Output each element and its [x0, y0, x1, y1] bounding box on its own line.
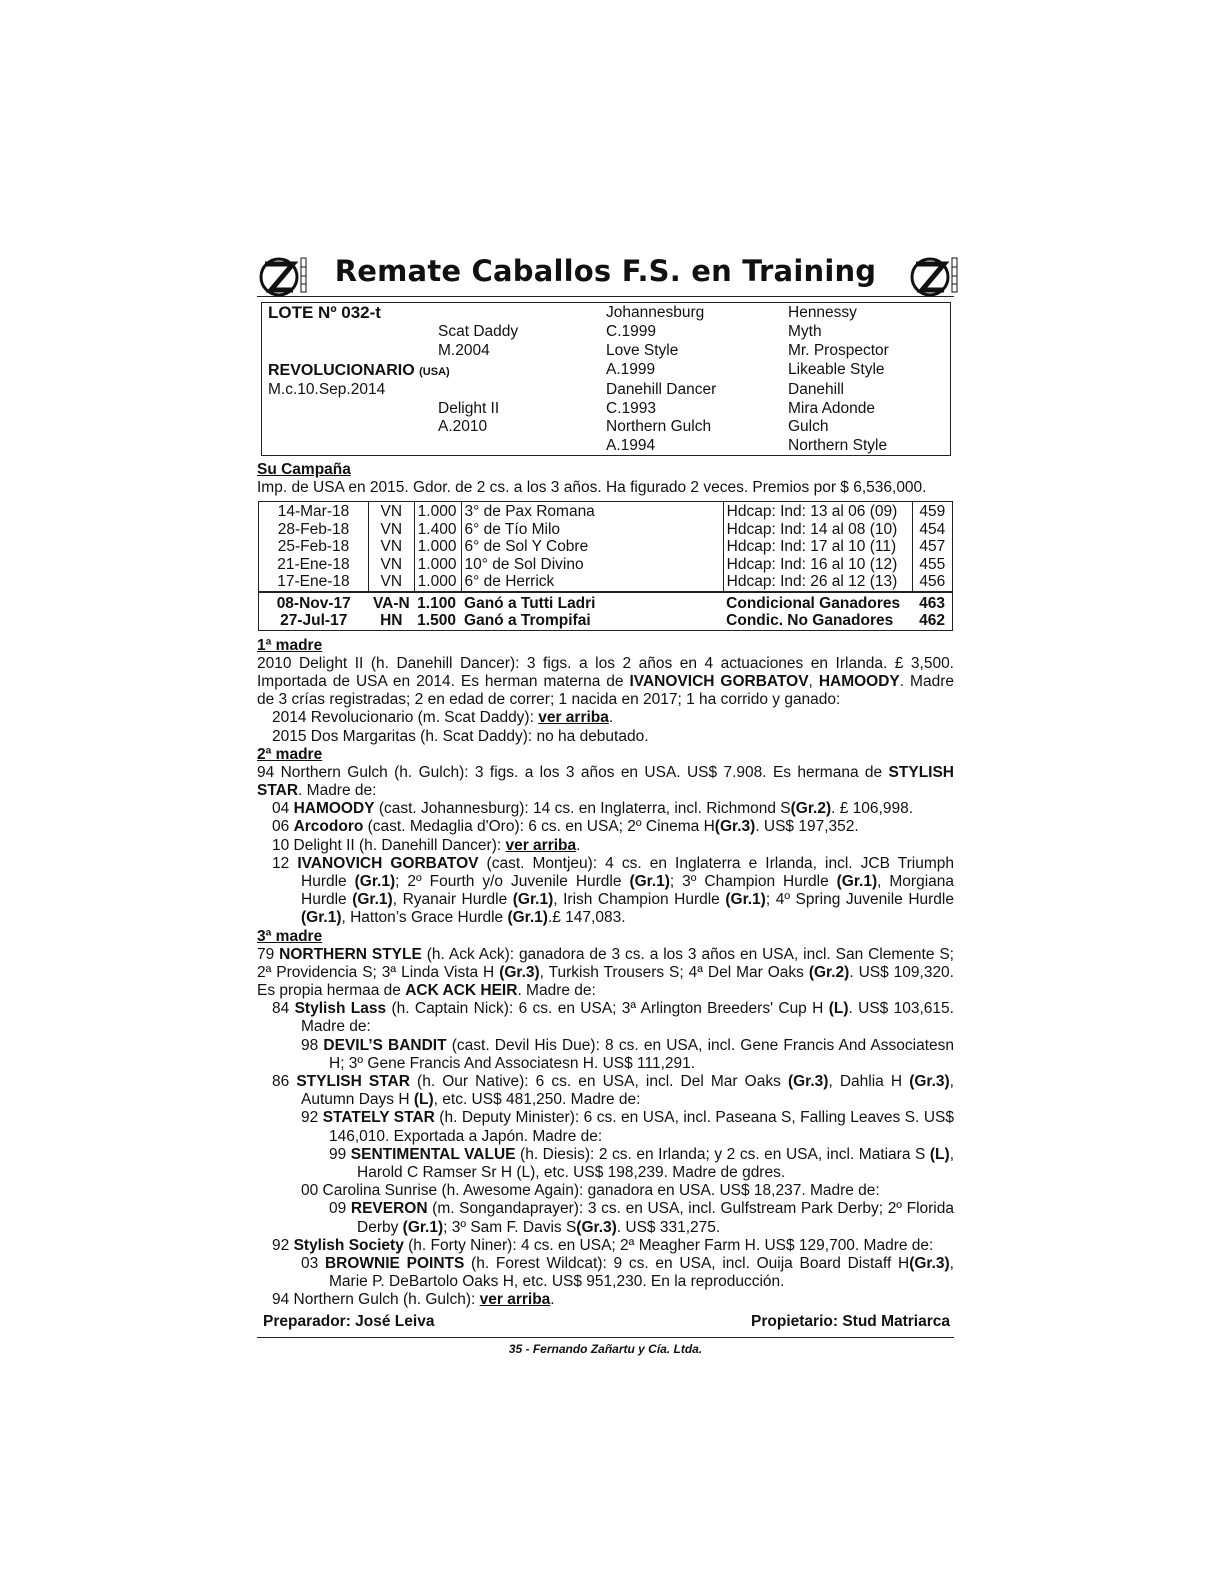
- gen4-ancestor: Likeable Style: [788, 361, 885, 378]
- race-date: 27-Jul-17: [280, 612, 348, 630]
- race-condition: Hdcap: Ind: 17 al 10 (11): [723, 538, 912, 556]
- list-item: 00 Carolina Sunrise (h. Awesome Again): ganadora en USA. US$ 18,237. Madre de:: [301, 1182, 880, 1200]
- horse-details: M.c.10.Sep.2014: [268, 381, 386, 398]
- race-result: 6° de Herrick: [461, 573, 723, 592]
- race-condition: Hdcap: Ind: 16 al 10 (12): [723, 556, 912, 574]
- gen4-ancestor: Danehill: [788, 381, 845, 398]
- campaign-summary: Imp. de USA en 2015. Gdor. de 2 cs. a los 3 años. Ha figurado 2 veces. Premios por $ 6,536,000.: [257, 479, 927, 496]
- list-item: 03 BROWNIE POINTS (h. Forest Wildcat): 9 cs. en USA, incl. Ouija Board Distaff H(Gr.3), Marie P. DeBartolo Oaks H, etc. US$ 951,230. En la reproducción.: [301, 1255, 954, 1291]
- list-item: 94 Northern Gulch (h. Gulch): ver arriba.: [272, 1291, 555, 1309]
- race-number: 454: [912, 521, 952, 539]
- grandsire-detail: C.1999: [606, 323, 656, 340]
- race-distance: 1.000: [414, 538, 461, 556]
- race-track: VA-N: [368, 592, 414, 613]
- race-table: [258, 501, 953, 631]
- list-item: 86 STYLISH STAR (h. Our Native): 6 cs. en USA, incl. Del Mar Oaks (Gr.3), Dahlia H (Gr.3), Autumn Days H (L), etc. US$ 481,250. Madre de:: [272, 1072, 954, 1109]
- race-date: 14-Mar-18: [277, 503, 350, 521]
- gen4-ancestor: Hennessy: [788, 304, 857, 321]
- race-date: 21-Ene-18: [277, 555, 350, 573]
- race-result: 6° de Tío Milo: [461, 521, 723, 539]
- list-item: 06 Arcodoro (cast. Medaglia d'Oro): 6 cs. en USA; 2º Cinema H(Gr.3). US$ 197,352.: [272, 818, 859, 836]
- list-item: 99 SENTIMENTAL VALUE (h. Diesis): 2 cs. en Irlanda; y 2 cs. en USA, incl. Matiara S (L), Harold C Ramser Sr H (L), etc. US$ 198,239. Madre de gdres.: [329, 1145, 954, 1181]
- damsire-detail: C.1993: [606, 400, 656, 417]
- list-item: 92 STATELY STAR (h. Deputy Minister): 6 cs. en USA, incl. Paseana S, Falling Leaves S. US$ 146,010. Exportada a Japón. Madre de:: [301, 1109, 954, 1145]
- race-track: VN: [368, 573, 414, 592]
- race-number: 462: [919, 612, 946, 630]
- dam-name: Delight II: [438, 400, 500, 417]
- race-track: VN: [368, 521, 414, 539]
- race-condition: Hdcap: Ind: 14 al 08 (10): [723, 521, 912, 539]
- gen4-ancestor: Mira Adonde: [788, 400, 876, 417]
- lot-number: LOTE Nº 032-t: [268, 303, 381, 322]
- race-result: 10° de Sol Divino: [461, 556, 723, 574]
- table-row: [259, 556, 952, 574]
- list-item: 98 DEVIL’S BANDIT (cast. Devil His Due): 8 cs. en USA, incl. Gene Francis And Associatesn H; 3º Gene Francis And Associatesn H. US$ 111,291.: [301, 1036, 954, 1072]
- gen4-ancestor: Northern Style: [788, 437, 888, 454]
- damsire-name: Danehill Dancer: [606, 381, 717, 398]
- section-title: 3ª madre: [257, 927, 323, 945]
- race-number: 457: [912, 538, 952, 556]
- see-above-link[interactable]: ver arriba: [505, 836, 577, 854]
- list-item: 10 Delight II (h. Danehill Dancer): ver arriba.: [272, 836, 581, 854]
- race-distance: 1.500: [417, 612, 456, 630]
- horse-name: REVOLUCIONARIO (USA): [268, 362, 450, 379]
- page-footer: 35 - Fernando Zañartu y Cía. Ltda.: [508, 1341, 703, 1356]
- race-result: Ganó a Trompifai: [464, 612, 591, 630]
- sire-detail: M.2004: [438, 342, 490, 359]
- race-distance: 1.400: [414, 521, 461, 539]
- logo-icon: [910, 254, 960, 298]
- race-number: 463: [912, 592, 952, 613]
- trainer: Preparador: José Leiva: [263, 1312, 435, 1330]
- sire-name: Scat Daddy: [438, 323, 519, 340]
- table-row: [259, 612, 952, 630]
- owner: Propietario: Stud Matriarca: [751, 1312, 950, 1330]
- list-item: 04 HAMOODY (cast. Johannesburg): 14 cs. en Inglaterra, incl. Richmond S(Gr.2). £ 106,998.: [272, 800, 913, 818]
- catalog-page: [257, 252, 954, 1356]
- race-distance: 1.000: [414, 502, 461, 521]
- granddam-name: Love Style: [606, 342, 679, 359]
- race-date: 17-Ene-18: [277, 573, 350, 591]
- race-distance: 1.000: [414, 573, 461, 592]
- race-condition: Hdcap: Ind: 13 al 06 (09): [723, 502, 912, 521]
- race-result: Ganó a Tutti Ladri: [461, 592, 723, 613]
- damdam-detail: A.1994: [606, 437, 656, 454]
- list-item: 84 Stylish Lass (h. Captain Nick): 6 cs. en USA; 3ª Arlington Breeders' Cup H (L). US$ 103,615. Madre de:: [272, 1000, 954, 1036]
- table-row: [259, 592, 952, 613]
- race-condition: Hdcap: Ind: 26 al 12 (13): [723, 573, 912, 592]
- race-track: VN: [368, 502, 414, 521]
- page-header: [257, 252, 954, 297]
- race-result: 6° de Sol Y Cobre: [461, 538, 723, 556]
- race-track: VN: [368, 538, 414, 556]
- gen4-ancestor: Mr. Prospector: [788, 342, 889, 359]
- granddam-detail: A.1999: [606, 361, 656, 378]
- list-item: 2015 Dos Margaritas (h. Scat Daddy): no ha debutado.: [272, 727, 649, 745]
- damdam-name: Northern Gulch: [606, 418, 712, 435]
- race-date: 08-Nov-17: [259, 592, 368, 613]
- race-date: 25-Feb-18: [277, 538, 350, 556]
- gen4-ancestor: Myth: [788, 323, 822, 340]
- race-number: 459: [912, 502, 952, 521]
- table-row: [259, 521, 952, 539]
- race-distance: 1.100: [414, 592, 461, 613]
- gen4-ancestor: Gulch: [788, 418, 829, 435]
- race-distance: 1.000: [414, 556, 461, 574]
- dam-detail: A.2010: [438, 418, 488, 435]
- race-condition: Condic. No Ganadores: [726, 612, 894, 630]
- race-number: 455: [912, 556, 952, 574]
- list-item: 12 IVANOVICH GORBATOV (cast. Montjeu): 4 cs. en Inglaterra e Irlanda, incl. JCB Triumph Hurdle (Gr.1); 2º Fourth y/o Juvenile Hurdle (Gr.1); 3º Champion Hurdle (Gr.1), Morgiana Hurdle (Gr.1), Ryanair Hurdle (Gr.1), Irish Champion Hurdle (Gr.1); 4º Spring Juvenile Hurdle (Gr.1), Hatton’s Grace Hurdle (Gr.1).£ 147,083.: [272, 854, 955, 927]
- list-item: 2014 Revolucionario (m. Scat Daddy): ver arriba.: [272, 709, 614, 727]
- race-track: HN: [380, 612, 403, 630]
- paragraph: 79 NORTHERN STYLE (h. Ack Ack): ganadora de 3 cs. a los 3 años en USA, incl. San Clemente S; 2ª Providencia S; 3ª Linda Vista H (Gr.3), Turkish Trousers S; 4ª Del Mar Oaks (Gr.2). US$ 109,320. Es propia hermaa de ACK ACK HEIR. Madre de:: [257, 945, 954, 999]
- page-title: Remate Caballos F.S. en Training: [334, 254, 877, 288]
- section-title: 2ª madre: [257, 745, 323, 763]
- lot-footer: [257, 1312, 954, 1332]
- table-row: [259, 502, 952, 521]
- list-item: 92 Stylish Society (h. Forty Niner): 4 cs. en USA; 2ª Meagher Farm H. US$ 129,700. Madre de:: [272, 1236, 934, 1254]
- paragraph: 2010 Delight II (h. Danehill Dancer): 3 figs. a los 2 años en 4 actuaciones en Irlanda. £ 3,500. Importada de USA en 2014. Es herman materna de IVANOVICH GORBATOV, HAMOODY. Madre de 3 crías registradas; 2 en edad de correr; 1 nacida en 2017; 1 ha corrido y ganado:: [257, 654, 954, 709]
- table-row: [259, 538, 952, 556]
- horse-origin: (USA): [419, 366, 450, 378]
- campaign-title: Su Campaña: [257, 461, 351, 478]
- pedigree-box: [261, 302, 951, 456]
- section-title: 1ª madre: [257, 636, 323, 654]
- see-above-link[interactable]: ver arriba: [479, 1291, 551, 1309]
- grandsire-name: Johannesburg: [606, 304, 705, 321]
- table-row: [259, 573, 952, 592]
- race-track: VN: [368, 556, 414, 574]
- dam-section-1: [257, 637, 954, 1310]
- see-above-link[interactable]: ver arriba: [538, 709, 609, 727]
- paragraph: 94 Northern Gulch (h. Gulch): 3 figs. a los 3 años en USA. US$ 7.908. Es hermana de STYLISH STAR. Madre de:: [257, 763, 954, 799]
- race-condition: Condicional Ganadores: [723, 592, 912, 613]
- race-number: 456: [912, 573, 952, 592]
- race-date: 28-Feb-18: [277, 520, 350, 538]
- race-result: 3° de Pax Romana: [461, 502, 723, 521]
- divider: [257, 1337, 954, 1338]
- list-item: 09 REVERON (m. Songandaprayer): 3 cs. en USA, incl. Gulfstream Park Derby; 2º Florida Derby (Gr.1); 3º Sam F. Davis S(Gr.3). US$ 331,275.: [329, 1200, 954, 1236]
